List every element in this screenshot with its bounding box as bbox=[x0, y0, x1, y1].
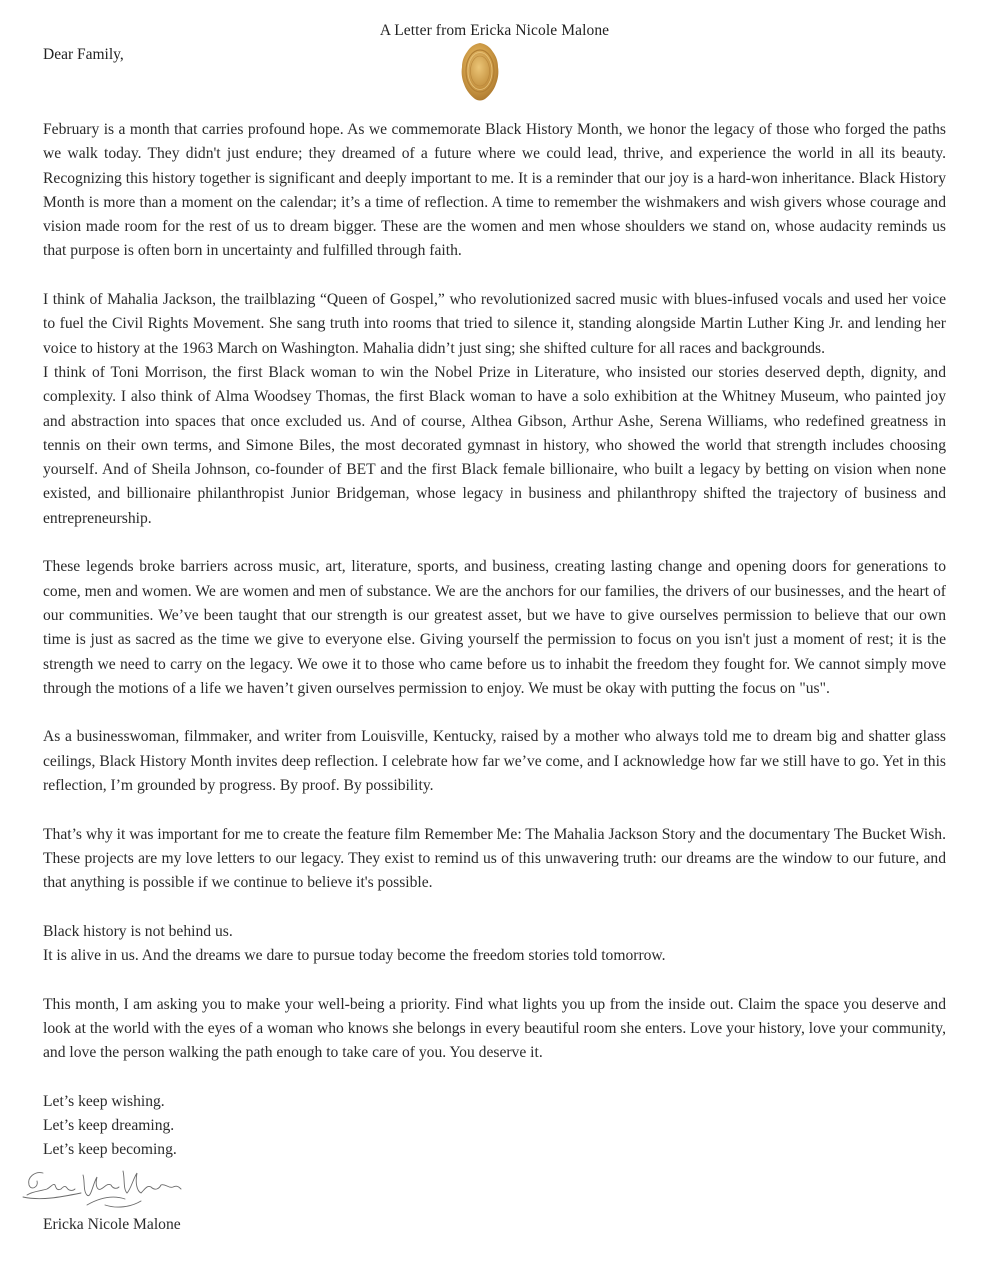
line-black-history: Black history is not behind us. bbox=[43, 922, 233, 940]
closing-line-becoming: Let’s keep becoming. bbox=[43, 1141, 177, 1159]
signature-block bbox=[43, 1165, 946, 1213]
wax-seal-icon bbox=[461, 42, 499, 102]
signer-name: Ericka Nicole Malone bbox=[43, 1215, 181, 1233]
closing-line-wishing: Let’s keep wishing. bbox=[43, 1092, 165, 1110]
closing-line-dreaming: Let’s keep dreaming. bbox=[43, 1117, 175, 1135]
paragraph-well-being: This month, I am asking you to make your well-being a priority. Find what lights you up from the inside out. Claim the space you deserve and look at the world with the eyes of a woman who knows she belongs in every beautiful room she enters. Love your history, love your community, and love the person walking the path enough to take care of you. You deserve it. bbox=[43, 995, 946, 1062]
line-alive-in-us: It is alive in us. And the dreams we dare to pursue today become the freedom stories told tomorrow. bbox=[43, 947, 666, 965]
paragraph-substance: These legends broke barriers across music, art, literature, sports, and business, creating lasting change and opening doors for generations to come, men and women. We are women and men of substance. We are the anchors for our families, the drivers of our businesses, and the heart of our communities. We’ve been taught that our strength is our greatest asset, but we have to give ourselves permission to believe that our own time is just as sacred as the time we give to everyone else. Giving yourself the permission to focus on you isn't just a moment of rest; it is the strength we need to carry on the legacy. We owe it to those who came before us to inhabit the freedom they fought for. We cannot simply move through the motions of a life we haven’t given ourselves permission to enjoy. We must be okay with putting the focus on "us". bbox=[43, 558, 946, 697]
signature-icon bbox=[21, 1161, 186, 1221]
paragraph-intro: February is a month that carries profound hope. As we commemorate Black History Month, we honor the legacy of those who forged the paths we walk today. They didn't just endure; they dreamed of a future where we could lead, thrive, and experience the world in all its beauty. Recognizing this history together is significant and deeply important to me. It is a reminder that our joy is a hard-won inheritance. Black History Month is more than a moment on the calendar; it’s a time of reflection. A time to remember the wishmakers and wish givers whose courage and vision made room for the rest of us to dream bigger. These are the women and men whose shoulders we stand on, whose audacity reminds us that purpose is often born in uncertainty and fulfilled through faith. bbox=[43, 121, 946, 260]
paragraph-films: That’s why it was important for me to create the feature film Remember Me: The Mahalia Jackson Story and the documentary The Bucket Wish. These projects are my love letters to our legacy. They exist to remind us of this unwavering truth: our dreams are the window to our future, and that anything is possible if we continue to believe it's possible. bbox=[43, 825, 946, 892]
letter-title: A Letter from Ericka Nicole Malone bbox=[379, 22, 610, 39]
letter-body bbox=[43, 118, 946, 1237]
salutation: Dear Family, bbox=[43, 46, 124, 63]
paragraph-businesswoman: As a businesswoman, filmmaker, and writer from Louisville, Kentucky, raised by a mother who always told me to dream big and shatter glass ceilings, Black History Month invites deep reflection. I celebrate how far we’ve come, and I acknowledge how far we still have to go. Yet in this reflection, I’m grounded by progress. By proof. By possibility. bbox=[43, 728, 946, 795]
paragraph-legends: I think of Toni Morrison, the first Black woman to win the Nobel Prize in Literature, who insisted our stories deserved depth, dignity, and complexity. I also think of Alma Woodsey Thomas, the first Black woman to have a solo exhibition at the Whitney Museum, who painted joy and abstraction into spaces that once excluded us. And of course, Althea Gibson, Arthur Ashe, Serena Williams, who redefined greatness in tennis on their own terms, and Simone Biles, the most decorated gymnast in history, who showed the world that strength includes choosing yourself. And of Sheila Johnson, co-founder of BET and the first Black female billionaire, who built a legacy by betting on vision when none existed, and billionaire philanthropist Junior Bridgeman, whose legacy in business and philanthropy shifted the trajectory of business and entrepreneurship. bbox=[43, 363, 946, 527]
paragraph-mahalia-jackson: I think of Mahalia Jackson, the trailblazing “Queen of Gospel,” who revolutionized sacred music with blues-infused vocals and used her voice to fuel the Civil Rights Movement. She sang truth into rooms that tried to silence it, standing alongside Martin Luther King Jr. and lending her voice to history at the 1963 March on Washington. Mahalia didn’t just sing; she shifted culture for all races and backgrounds. bbox=[43, 291, 946, 357]
